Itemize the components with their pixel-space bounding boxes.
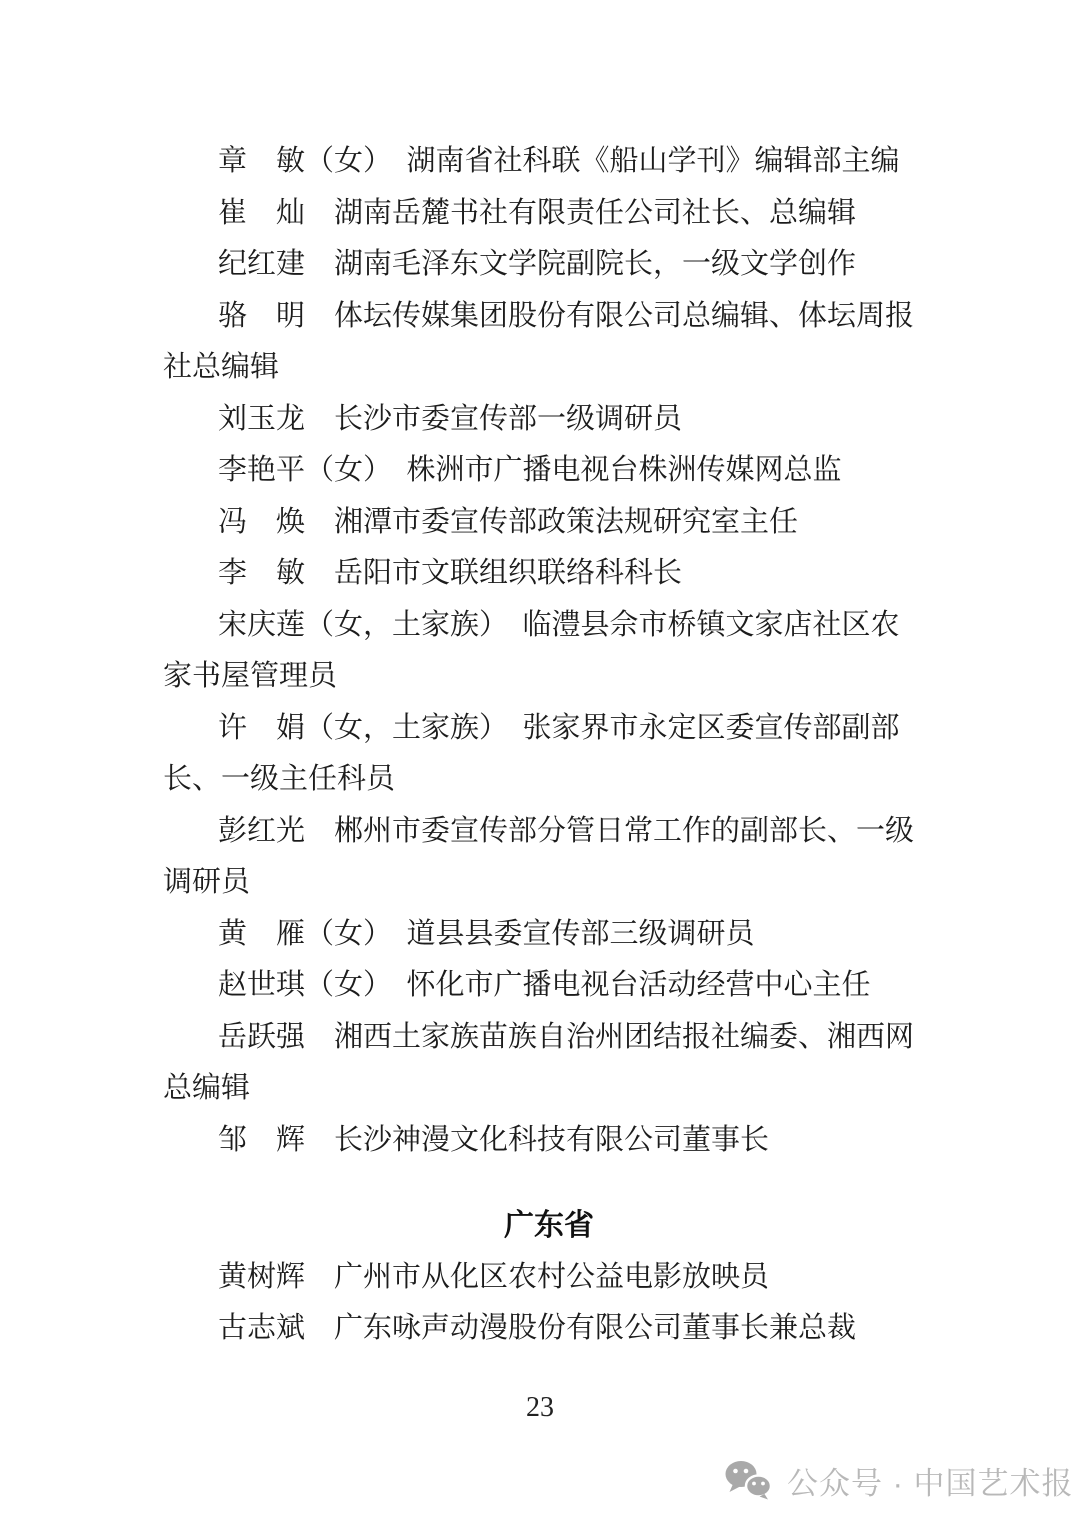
entry-line: 崔 灿 湖南岳麓书社有限责任公司社长、总编辑: [218, 196, 857, 229]
entry-line: 章 敏（女） 湖南省社科联《船山学刊》编辑部主编: [218, 145, 900, 177]
entry-line: 宋庆莲（女，土家族） 临澧县佘市桥镇文家店社区农: [218, 608, 900, 641]
entry-line: 刘玉龙 长沙市委宣传部一级调研员: [218, 402, 683, 435]
wechat-icon: [724, 1460, 772, 1500]
entry-line: 彭红光 郴州市委宣传部分管日常工作的副部长、一级: [218, 814, 915, 847]
entry-line: 黄 雁（女） 道县县委宣传部三级调研员: [218, 917, 755, 950]
entry-line: 李艳平（女） 株洲市广播电视台株洲传媒网总监: [218, 454, 842, 486]
entry-line: 冯 焕 湘潭市委宣传部政策法规研究室主任: [218, 505, 799, 538]
entry-line: 骆 明 体坛传媒集团股份有限公司总编辑、体坛周报: [218, 299, 915, 332]
awards-list: [163, 136, 935, 1355]
entry-line: 邹 辉 长沙神漫文化科技有限公司董事长: [218, 1123, 770, 1156]
entry-line-wrap: 社总编辑: [163, 351, 280, 383]
entry-line: 古志斌 广东咏声动漫股份有限公司董事长兼总裁: [218, 1312, 857, 1344]
entry-line-wrap: 总编辑: [163, 1072, 251, 1104]
watermark-badge: [724, 1458, 1074, 1502]
page-number: 23: [526, 1392, 554, 1423]
entry-line-wrap: 家书屋管理员: [163, 660, 338, 692]
watermark-label: 公众号 · 中国艺术报: [787, 1465, 1074, 1501]
entry-line-wrap: 调研员: [163, 866, 251, 898]
entry-line: 赵世琪（女） 怀化市广播电视台活动经营中心主任: [218, 969, 871, 1001]
province-header: 广东省: [504, 1209, 594, 1242]
entry-line: 纪红建 湖南毛泽东文学院副院长，一级文学创作: [218, 248, 857, 280]
entry-line: 岳跃强 湘西土家族苗族自治州团结报社编委、湘西网: [218, 1020, 915, 1053]
entry-line-wrap: 长、一级主任科员: [163, 763, 396, 795]
province-section: [163, 136, 935, 1166]
province-section: [163, 1200, 935, 1355]
entry-line: 黄树辉 广州市从化区农村公益电影放映员: [218, 1260, 770, 1293]
entry-line: 许 娟（女，土家族） 张家界市永定区委宣传部副部: [218, 711, 900, 744]
entry-line: 李 敏 岳阳市文联组织联络科科长: [218, 557, 683, 589]
